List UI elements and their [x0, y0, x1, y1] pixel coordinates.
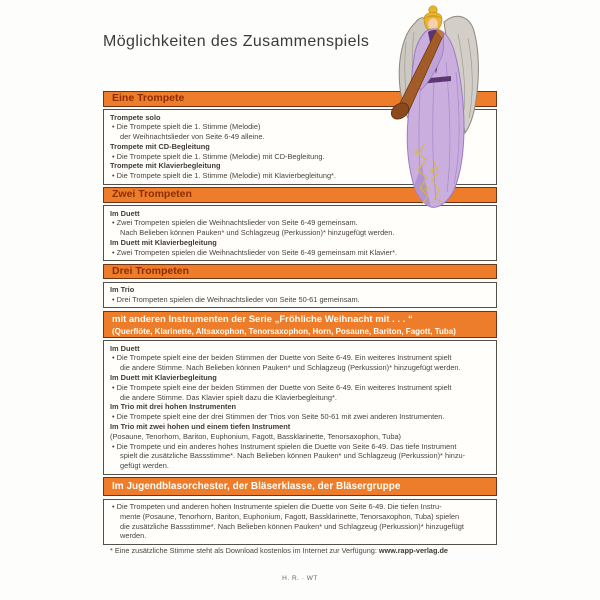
- bullet-line: • Die Trompete spielt eine der beiden Stimmen der Duette von Seite 6-49. Ein weiteres Instrument spielt: [112, 382, 452, 392]
- subheading: Im Duett: [110, 208, 140, 218]
- section-body-jugendblasorchester: [103, 499, 497, 545]
- bullet-line: • Drei Trompeten spielen die Weihnachtslieder von Seite 50-61 gemeinsam.: [112, 294, 360, 304]
- bullet-line: • Die Trompete spielt die 1. Stimme (Melodie) mit Klavierbegleitung*.: [112, 171, 336, 181]
- bullet-line: • Die Trompete spielt eine der beiden Stimmen der Duette von Seite 6-49. Ein weiteres Instrument spielt: [112, 353, 452, 363]
- subheading: Im Duett mit Klavierbegleitung: [110, 373, 217, 383]
- section-header-line-2: (Querflöte, Klarinette, Altsaxophon, Tenorsaxophon, Horn, Posaune, Bariton, Fagott, Tuba): [112, 326, 456, 336]
- publisher-url: www.rapp-verlag.de: [378, 546, 448, 555]
- bullet-line: • Zwei Trompeten spielen die Weihnachtslieder von Seite 6-49 gemeinsam mit Klavier*.: [112, 247, 398, 257]
- bullet-line-continuation: werden.: [120, 531, 147, 541]
- subheading: Im Trio mit drei hohen Instrumenten: [110, 402, 237, 412]
- section-header-andere-instrumente: [103, 311, 497, 338]
- bullet-line-continuation: der Weihnachtslieder von Seite 6-49 alleine.: [120, 132, 265, 142]
- page-title: Möglichkeiten des Zusammenspiels: [103, 33, 370, 50]
- section-body-drei-trompeten: [103, 282, 497, 309]
- section-header-zwei-trompeten: Zwei Trompeten: [103, 187, 497, 203]
- bullet-line-continuation: spielt die zusätzliche Bassstimme*. Nach Belieben können Pauken* und Schlagzeug (Perkussion)* hinzu-: [120, 451, 466, 461]
- section-header-line-1: mit anderen Instrumenten der Serie „Fröhliche Weihnacht mit . . . “: [112, 313, 413, 325]
- instrument-list-line: (Posaune, Tenorhorn, Bariton, Euphonium, Fagott, Bassklarinette, Tenorsaxophon, Tuba): [110, 431, 402, 441]
- angel-illustration: [384, 2, 496, 210]
- download-footnote: [110, 546, 448, 555]
- bullet-line: • Die Trompete spielt die 1. Stimme (Melodie): [112, 122, 261, 132]
- section-header-jugendblasorchester: Im Jugendblasorchester, der Bläserklasse, der Bläsergruppe: [103, 477, 497, 496]
- print-mark: H. R. · WT: [282, 575, 318, 582]
- subheading: Im Trio mit zwei hohen und einem tiefen Instrument: [110, 422, 291, 432]
- section-body-zwei-trompeten: [103, 205, 497, 261]
- section-body-andere-instrumente: [103, 340, 497, 474]
- bullet-line-continuation: mente (Posaune, Tenorhorn, Bariton, Euphonium, Fagott, Bassklarinette, Tenorsaxophon, Tuba) spielen: [120, 511, 460, 521]
- bullet-line: • Die Trompete und ein anderes hohes Instrument spielen die Duette von Seite 6-49. Das tiefe Instrument: [112, 441, 457, 451]
- subheading: Trompete mit Klavierbegleitung: [110, 161, 221, 171]
- subheading: Im Trio: [110, 285, 135, 295]
- bullet-line-continuation: die andere Stimme. Das Klavier spielt dazu die Klavierbegleitung*.: [120, 392, 337, 402]
- bullet-line: • Die Trompete spielt eine der drei Stimmen der Trios von Seite 50-61 mit zwei anderen Instrumenten.: [112, 412, 445, 422]
- section-header-eine-trompete: Eine Trompete: [103, 91, 497, 107]
- bullet-line: • Die Trompeten und anderen hohen Instrumente spielen die Duette von Seite 6-49. Die tiefen Instru-: [112, 502, 442, 512]
- subheading: Im Duett: [110, 343, 140, 353]
- angel-head: [424, 6, 442, 30]
- bullet-line-continuation: Nach Belieben können Pauken* und Schlagzeug (Perkussion)* hinzugefügt werden.: [120, 228, 395, 238]
- bullet-line-continuation: die andere Stimme. Nach Belieben können Pauken* und Schlagzeug (Perkussion)* hinzugefügt werden.: [120, 363, 461, 373]
- bullet-line: • Zwei Trompeten spielen die Weihnachtslieder von Seite 6-49 gemeinsam.: [112, 218, 358, 228]
- bullet-line-continuation: gefügt werden.: [120, 461, 169, 471]
- subheading: Trompete solo: [110, 112, 161, 122]
- subheading: Trompete mit CD-Begleitung: [110, 141, 210, 151]
- bullet-line-continuation: die zusätzliche Bassstimme*. Nach Belieben können Pauken* und Schlagzeug (Perkussion)* hinzugefügt: [120, 521, 464, 531]
- subheading: Im Duett mit Klavierbegleitung: [110, 237, 217, 247]
- bullet-line: • Die Trompete spielt die 1. Stimme (Melodie) mit CD-Begleitung.: [112, 151, 325, 161]
- section-header-drei-trompeten: Drei Trompeten: [103, 264, 497, 280]
- footnote-text: * Eine zusätzliche Stimme steht als Download kostenlos im Internet zur Verfügung:: [110, 546, 379, 555]
